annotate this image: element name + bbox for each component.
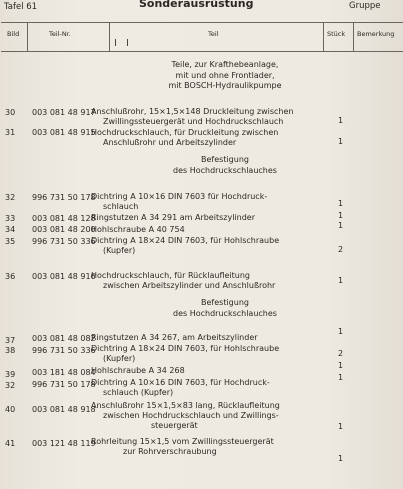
- row-teil-nr: 003 081 48 200: [32, 225, 96, 234]
- desc-line: Anschlußrohr und Arbeitszylinder: [103, 138, 237, 147]
- row-desc: [91, 271, 346, 291]
- col-divider: [109, 23, 110, 51]
- desc-line: zwischen Arbeitszylinder und Anschlußrohr: [103, 281, 276, 290]
- section-line: Teile, zur Krafthebeanlage,: [171, 60, 279, 69]
- row-desc: [91, 366, 346, 376]
- row-desc: [91, 378, 346, 398]
- row-bild: 36: [5, 272, 16, 281]
- col-divider: [27, 23, 28, 51]
- row-teil-nr: 003 181 48 084: [32, 368, 96, 377]
- row-teil-nr: 996 731 50 336: [32, 346, 96, 355]
- desc-line: (Kupfer): [103, 246, 136, 255]
- section-line: mit BOSCH-Hydraulikpumpe: [168, 81, 282, 90]
- row-desc: [91, 236, 346, 256]
- row-desc: [91, 213, 346, 223]
- section-heading: [100, 155, 350, 176]
- row-teil-nr: 003 081 48 917: [32, 108, 96, 117]
- column-header: [1, 22, 403, 52]
- page-title: Sonderausrüstung: [139, 0, 254, 10]
- row-bild: 32: [5, 381, 16, 390]
- row-qty: 1: [338, 221, 344, 230]
- desc-line: Zwillingssteuergerät und Hochdruckschlauch: [103, 117, 284, 126]
- row-qty: 2: [338, 349, 344, 358]
- col-stueck: Stück: [327, 30, 346, 38]
- row-qty: 2: [338, 245, 344, 254]
- section-heading: [100, 60, 350, 92]
- desc-line: Hochdruckschlauch, für Druckleitung zwischen: [91, 128, 279, 137]
- col-divider: [323, 23, 324, 51]
- desc-line: Dichtring A 10×16 DIN 7603, für Hochdruck-: [91, 378, 270, 387]
- section-line: Befestigung: [201, 298, 249, 307]
- row-bild: 41: [5, 439, 16, 448]
- header-tick: [127, 39, 128, 46]
- desc-line: schlauch (Kupfer): [103, 388, 174, 397]
- row-bild: 31: [5, 128, 16, 137]
- row-qty: 1: [338, 454, 344, 463]
- row-desc: [91, 192, 346, 212]
- row-teil-nr: 996 731 50 178: [32, 380, 96, 389]
- row-teil-nr: 003 081 48 128: [32, 214, 96, 223]
- desc-line: Dichtring A 18×24 DIN 7603, für Hohlschraube: [91, 344, 280, 353]
- desc-line: Dichtring A 10×16 DIN 7603 für Hochdruck-: [91, 192, 268, 201]
- desc-line: Ringstutzen A 34 267, am Arbeitszylinder: [91, 333, 258, 342]
- row-teil-nr: 003 081 48 082: [32, 334, 96, 343]
- col-teil: Teil: [208, 30, 219, 38]
- desc-line: Hohlschraube A 34 268: [91, 366, 185, 375]
- section-line: des Hochdruckschlauches: [173, 165, 277, 175]
- section-heading: [100, 298, 350, 319]
- row-bild: 37: [5, 336, 16, 345]
- row-bild: 39: [5, 370, 16, 379]
- row-desc: [91, 333, 346, 343]
- row-bild: 34: [5, 225, 16, 234]
- desc-line: Anschlußrohr, 15×1,5×148 Druckleitung zwischen: [91, 107, 294, 116]
- col-teil-nr: Teil-Nr.: [49, 30, 71, 38]
- row-qty: 1: [338, 373, 344, 382]
- col-bemerkung: Bemerkung: [357, 30, 395, 38]
- row-qty: 1: [338, 199, 344, 208]
- row-qty: 1: [338, 211, 344, 220]
- desc-line: zwischen Hochdruckschlauch und Zwillings-: [103, 411, 279, 420]
- desc-line: Rohrleitung 15×1,5 vom Zwillingssteuergerät: [91, 437, 274, 446]
- row-qty: 1: [338, 422, 344, 431]
- row-teil-nr: 003 081 48 916: [32, 272, 96, 281]
- row-qty: 1: [338, 276, 344, 285]
- row-desc: [91, 107, 346, 127]
- desc-line: zur Rohrverschraubung: [123, 447, 217, 456]
- header-tick: [115, 39, 116, 46]
- desc-line: steuergerät: [151, 421, 198, 430]
- desc-line: schlauch: [103, 202, 139, 211]
- col-bild: Bild: [7, 30, 20, 38]
- row-bild: 33: [5, 214, 16, 223]
- group-label: Gruppe: [349, 1, 381, 11]
- row-bild: 35: [5, 237, 16, 246]
- row-desc: [91, 401, 346, 431]
- desc-line: Hohlschraube A 40 754: [91, 225, 185, 234]
- row-qty: 1: [338, 137, 344, 146]
- section-line: des Hochdruckschlauches: [173, 308, 277, 318]
- row-qty: 1: [338, 116, 344, 125]
- col-divider: [353, 23, 354, 51]
- row-desc: [91, 437, 346, 457]
- row-teil-nr: 003 121 48 119: [32, 439, 96, 448]
- row-bild: 40: [5, 405, 16, 414]
- row-bild: 32: [5, 193, 16, 202]
- plate-label: Tafel 61: [4, 2, 38, 12]
- row-bild: 30: [5, 108, 16, 117]
- desc-line: Anschlußrohr 15×1,5×83 lang, Rücklaufleitung: [91, 401, 280, 410]
- row-qty: 1: [338, 361, 344, 370]
- desc-line: Hochdruckschlauch, für Rücklaufleitung: [91, 271, 250, 280]
- row-bild: 38: [5, 346, 16, 355]
- desc-line: (Kupfer): [103, 354, 136, 363]
- section-line: Befestigung: [201, 155, 249, 164]
- row-desc: [91, 128, 346, 148]
- desc-line: Ringstutzen A 34 291 am Arbeitszylinder: [91, 213, 255, 222]
- row-qty: 1: [338, 327, 344, 336]
- row-teil-nr: 003 081 48 918: [32, 405, 96, 414]
- row-teil-nr: 996 731 50 178: [32, 193, 96, 202]
- row-teil-nr: 996 731 50 336: [32, 237, 96, 246]
- row-teil-nr: 003 081 48 915: [32, 128, 96, 137]
- section-line: mit und ohne Frontlader,: [175, 70, 275, 80]
- desc-line: Dichtring A 18×24 DIN 7603, für Hohlschraube: [91, 236, 280, 245]
- row-desc: [91, 225, 346, 235]
- row-desc: [91, 344, 346, 364]
